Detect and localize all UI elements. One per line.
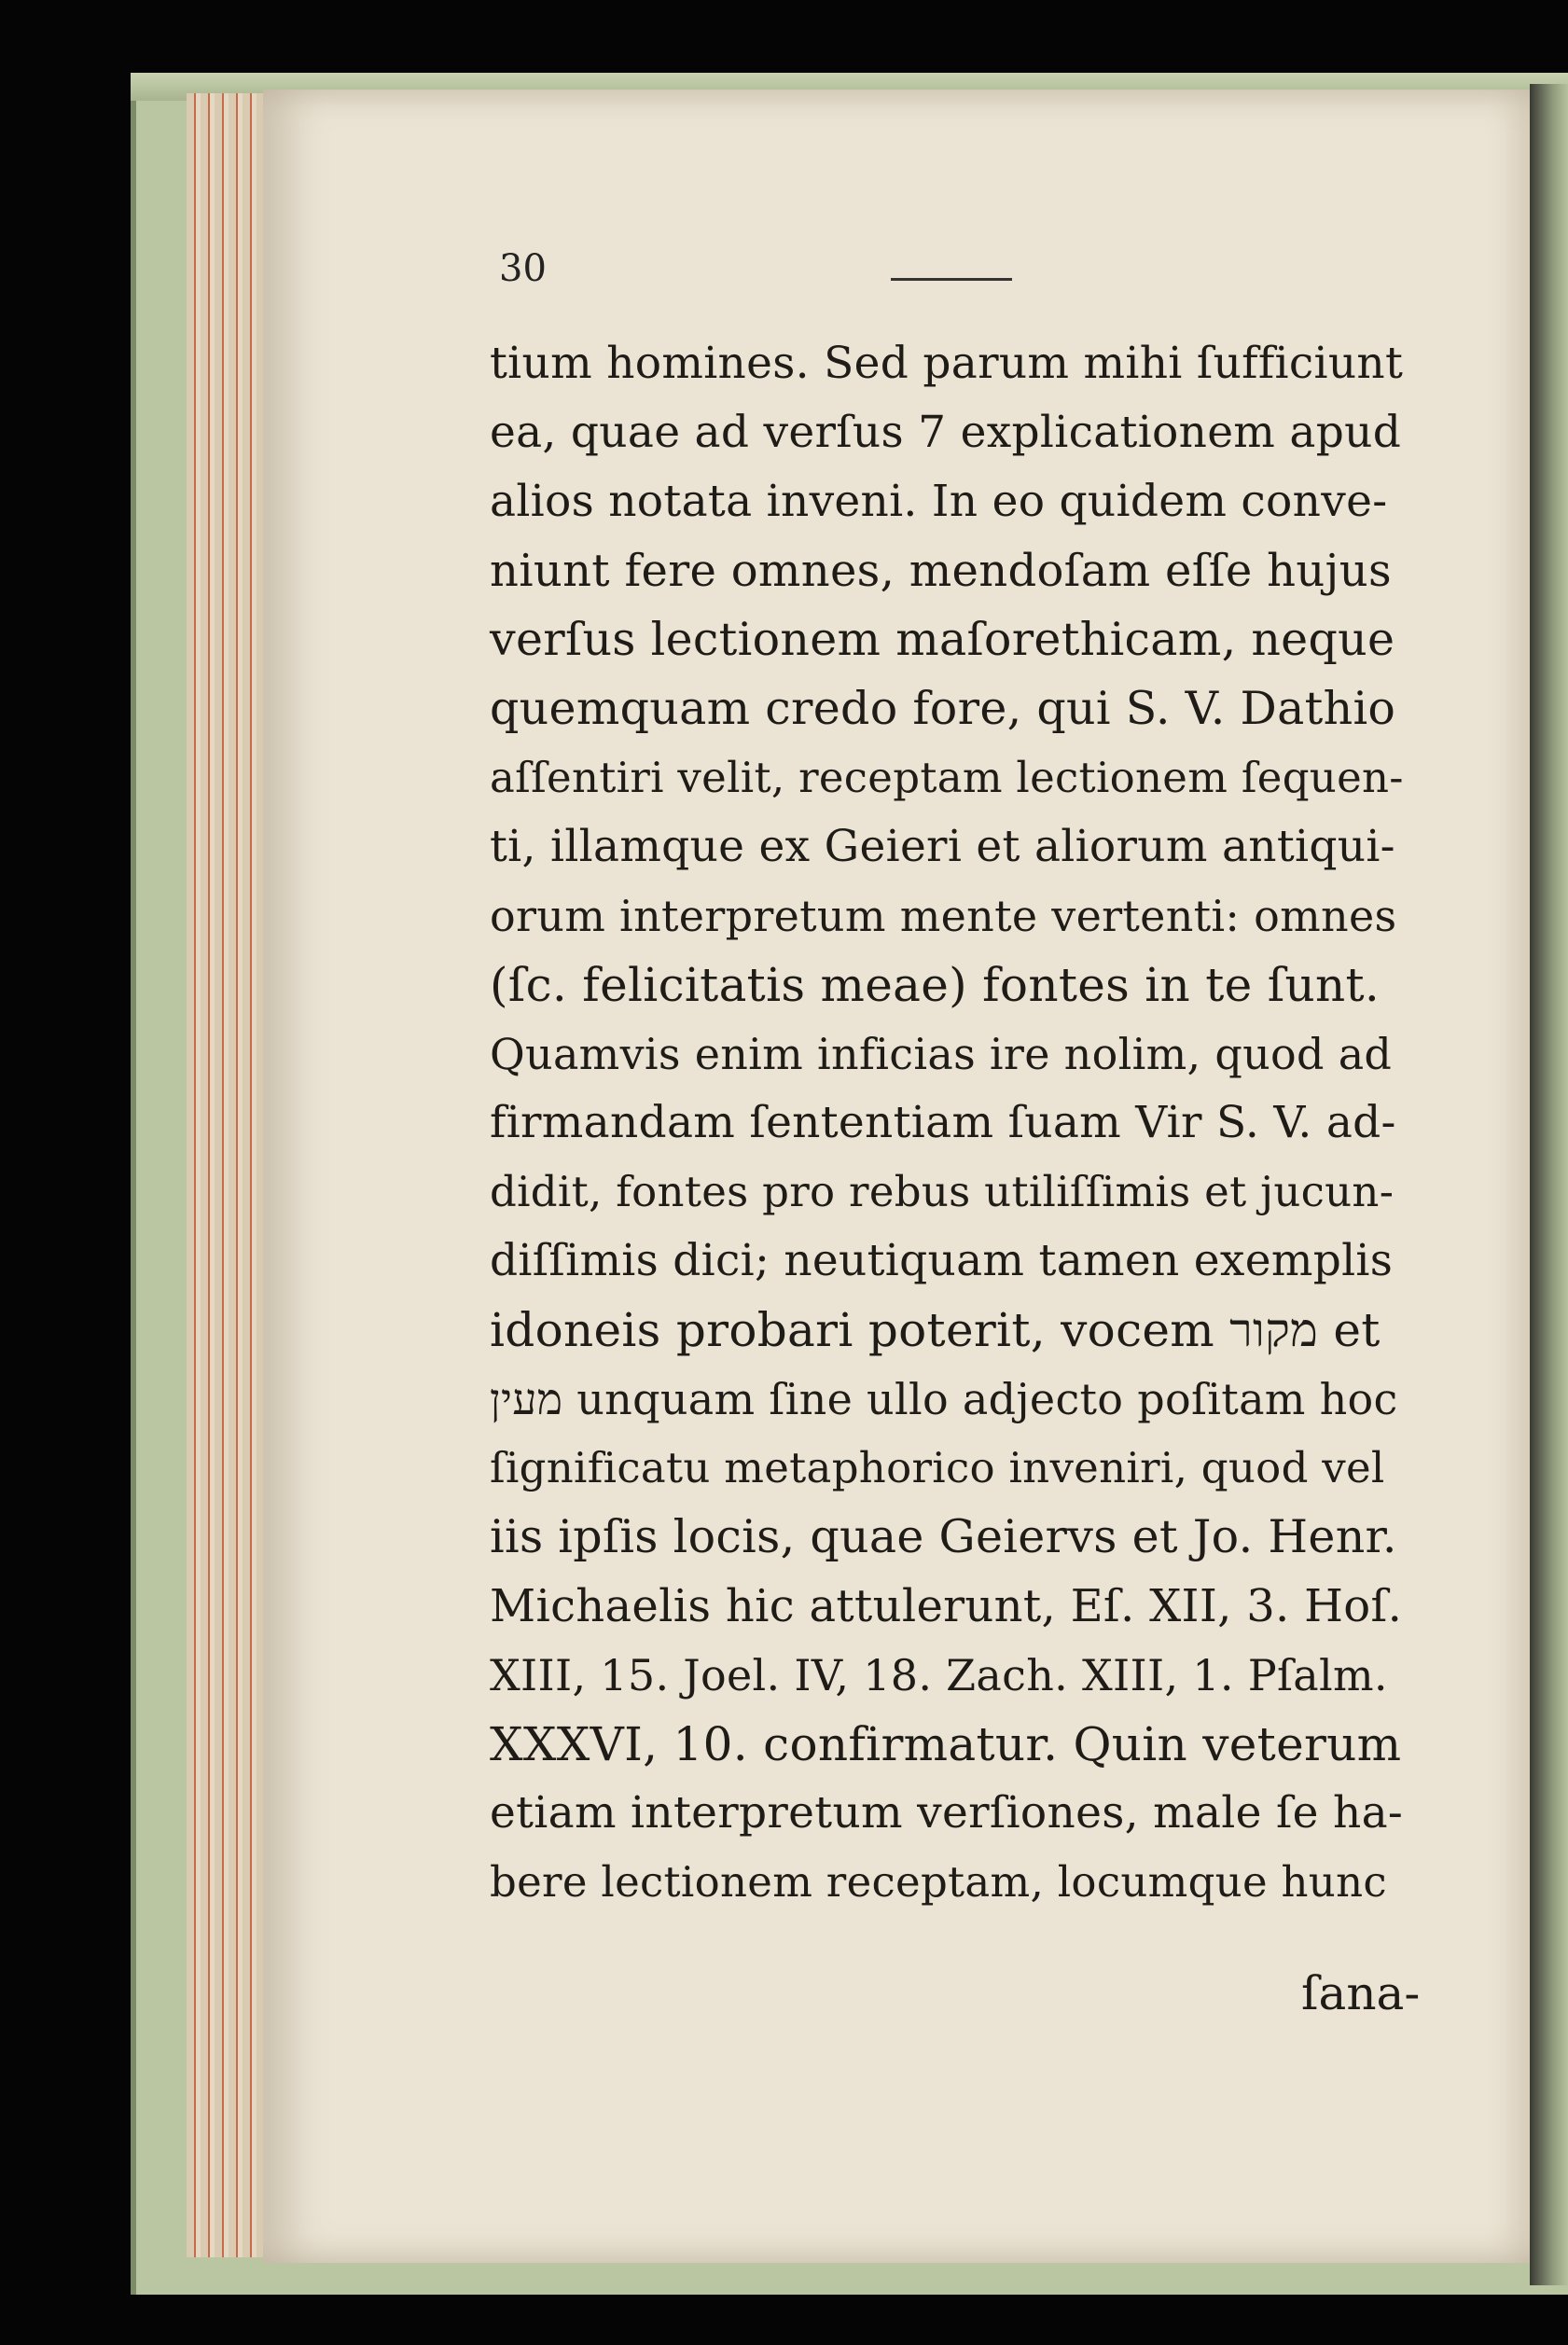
text-line: etiam interpretum verſiones, male ſe ha- xyxy=(490,1787,1404,1839)
header-rule xyxy=(891,278,1012,281)
text-line: (ſc. felicitatis meae) fontes in te ſunt. xyxy=(490,958,1381,1012)
text-line: XXXVI, 10. confirmatur. Quin veterum xyxy=(490,1717,1402,1771)
book-spine xyxy=(1530,84,1568,2285)
text-line: ſignificatu metaphorico inveniri, quod vel xyxy=(490,1443,1385,1492)
text-line: firmandam ſententiam ſuam Vir S. V. ad- xyxy=(490,1097,1396,1148)
text-line: quemquam credo fore, qui S. V. Dathio xyxy=(490,682,1396,735)
page-number: 30 xyxy=(499,247,547,290)
text-line: ea, quae ad verſus 7 explicationem apud xyxy=(490,407,1402,458)
text-line: verſus lectionem maſorethicam, neque xyxy=(490,613,1395,666)
text-line: XIII, 15. Joel. IV, 18. Zach. XIII, 1. Pſalm. xyxy=(490,1650,1388,1700)
page-edges xyxy=(187,93,271,2257)
text-line: bere lectionem receptam, locumque hunc xyxy=(490,1857,1387,1907)
text-line: idoneis probari poterit, vocem מקור et xyxy=(490,1303,1381,1357)
text-line: iis ipſis locis, quae Geiervs et Jo. Henr. xyxy=(490,1510,1397,1563)
text-line: מעין unquam ſine ullo adjecto poſitam hoc xyxy=(490,1374,1398,1424)
catchword: ſana- xyxy=(1301,1966,1421,2020)
text-line: tium homines. Sed parum mihi ſufficiunt xyxy=(490,338,1404,389)
text-line: diſſimis dici; neutiquam tamen exemplis xyxy=(490,1235,1394,1286)
text-line: aſſentiri velit, receptam lectionem ſequen- xyxy=(490,753,1404,802)
text-line: orum interpretum mente vertenti: omnes xyxy=(490,891,1397,941)
text-line: Quamvis enim inficias ire nolim, quod ad xyxy=(490,1029,1393,1079)
text-line: didit, fontes pro rebus utiliſſimis et jucun- xyxy=(490,1167,1395,1216)
text-line: niunt fere omnes, mendoſam eſſe hujus xyxy=(490,545,1392,597)
text-line: alios notata inveni. In eo quidem conve- xyxy=(490,476,1388,527)
text-line: Michaelis hic attulerunt, Eſ. XII, 3. Hoſ. xyxy=(490,1580,1403,1632)
text-line: ti, illamque ex Geieri et aliorum antiqui- xyxy=(490,821,1395,872)
